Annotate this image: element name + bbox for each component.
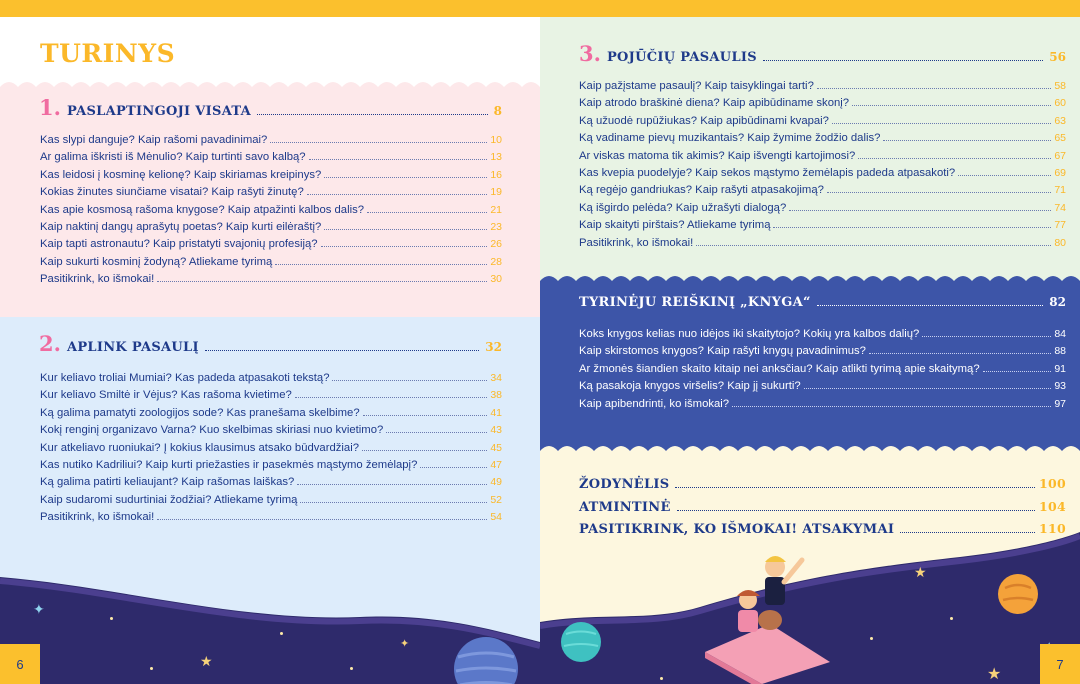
scallop-edge <box>540 443 1080 455</box>
toc-entry-text: Kur atkeliavo ruoniukai? Į kokius klausimus atsako būdvardžiai? <box>40 441 359 454</box>
leader-dots <box>324 229 487 230</box>
section-1-heading[interactable] <box>39 95 502 120</box>
toc-entry-text: Kaip sukurti kosminį žodyną? Atliekame tyrimą <box>40 255 273 268</box>
section-title: POJŪČIŲ PASAULIS <box>606 50 757 65</box>
toc-entry-page: 38 <box>490 389 502 402</box>
leader-dots <box>696 245 1051 246</box>
leader-dots <box>257 114 488 115</box>
leader-dots <box>205 350 479 351</box>
toc-entry-page: 47 <box>490 458 502 471</box>
toc-entry-page: 49 <box>490 476 502 489</box>
leader-dots <box>307 194 488 195</box>
toc-entry-text: Kur keliavo troliai Mumiai? Kas padeda atpasakoti tekstą? <box>40 372 330 384</box>
section-page: 56 <box>1049 50 1066 64</box>
star-icon: ★ <box>987 666 1002 683</box>
toc-entry-text: Kokias žinutes siunčiame visatai? Kaip rašyti žinutę? <box>40 186 304 199</box>
star-dot <box>950 617 953 620</box>
end-entry-title: ŽODYNĖLIS <box>579 477 670 492</box>
section-4-panel <box>540 273 1080 443</box>
toc-entry-page: 67 <box>1054 149 1066 162</box>
toc-entry[interactable] <box>579 167 1066 184</box>
toc-entry-text: Kaip tapti astronautu? Kaip pristatyti svajonių profesiją? <box>40 238 318 251</box>
section-3-list <box>579 80 1066 254</box>
toc-entry-text: Ar viskas matoma tik akimis? Kaip išvengti kartojimosi? <box>579 149 856 162</box>
toc-entry-text: Ar galima iškristi iš Mėnulio? Kaip turtinti savo kalbą? <box>40 151 306 164</box>
section-number: 1. <box>39 95 61 120</box>
section-number: 2. <box>39 331 61 356</box>
space-illustration-right <box>540 512 1080 684</box>
toc-entry-page: 65 <box>1054 132 1066 145</box>
leader-dots <box>732 406 1051 407</box>
top-color-bar <box>0 0 1080 17</box>
toc-entry[interactable] <box>579 328 1066 345</box>
star-dot <box>870 637 873 640</box>
toc-entry-text: Kaip naktinį dangų aprašytų poetas? Kaip kurti eilėraštį? <box>40 220 322 233</box>
toc-entry-page: 93 <box>1054 380 1066 393</box>
toc-entry-text: Kas kvepia puodelyje? Kaip sekos mąstymo žemėlapis padeda atpasakoti? <box>579 166 956 179</box>
toc-entry-page: 45 <box>490 441 502 454</box>
toc-entry-page: 41 <box>490 406 502 419</box>
toc-entry[interactable] <box>40 372 502 389</box>
leader-dots <box>773 227 1051 228</box>
scallop-edge <box>540 273 1080 285</box>
leader-dots <box>852 105 1051 106</box>
toc-entry[interactable] <box>40 151 502 168</box>
section-2-heading[interactable] <box>39 331 502 356</box>
star-dot <box>150 667 153 670</box>
star-dot <box>350 667 353 670</box>
section-page: 82 <box>1049 295 1066 309</box>
toc-entry[interactable] <box>579 97 1066 114</box>
toc-entry[interactable] <box>40 273 502 290</box>
leader-dots <box>367 212 487 213</box>
toc-entry[interactable] <box>40 238 502 255</box>
toc-entry-page: 63 <box>1054 114 1066 127</box>
toc-entry[interactable] <box>40 442 502 459</box>
section-title: PASLAPTINGOJI VISATA <box>66 104 252 119</box>
toc-entry-page: 10 <box>490 134 502 146</box>
toc-entry-text: Ką vadiname pievų muzikantais? Kaip žymime žodžio dalis? <box>579 132 881 145</box>
toc-entry-text: Kas apie kosmosą rašoma knygose? Kaip atpažinti kalbos dalis? <box>40 203 365 216</box>
end-entry-page: 100 <box>1039 476 1066 491</box>
space-illustration-left <box>0 547 540 684</box>
leader-dots <box>362 450 487 451</box>
toc-entry-page: 23 <box>490 220 502 233</box>
toc-entry-page: 13 <box>490 151 502 164</box>
end-entry-title: ATMINTINĖ <box>579 499 671 515</box>
toc-entry[interactable] <box>40 511 502 528</box>
toc-entry-page: 77 <box>1054 219 1066 232</box>
leader-dots <box>157 519 487 520</box>
toc-entry-page: 43 <box>490 424 502 437</box>
section-title: APLINK PASAULĮ <box>66 340 199 355</box>
toc-entry-text: Kaip atrodo braškinė diena? Kaip apibūdiname skonį? <box>579 97 850 110</box>
toc-entry-text: Ką regėjo gandriukas? Kaip rašyti atpasakojimą? <box>579 184 824 197</box>
toc-entry-page: 91 <box>1054 362 1066 375</box>
toc-entry[interactable] <box>40 169 502 186</box>
toc-entry-page: 34 <box>490 372 502 384</box>
toc-entry[interactable] <box>40 494 502 511</box>
toc-entry[interactable] <box>579 184 1066 201</box>
section-4-heading[interactable] <box>579 295 1066 310</box>
toc-entry-page: 69 <box>1054 166 1066 179</box>
right-page <box>540 17 1080 684</box>
toc-entry[interactable] <box>40 389 502 406</box>
toc-entry[interactable] <box>579 150 1066 167</box>
toc-entry[interactable] <box>40 424 502 441</box>
toc-entry-text: Kaip sudaromi sudurtiniai žodžiai? Atliekame tyrimą <box>40 493 298 506</box>
toc-entry[interactable] <box>40 459 502 476</box>
toc-entry-text: Ar žmonės šiandien skaito kitaip nei anksčiau? Kaip atlikti tyrimą apie skaitymą? <box>579 362 980 375</box>
leader-dots <box>922 336 1051 337</box>
toc-entry-text: Ką išgirdo pelėda? Kaip užrašyti dialogą? <box>579 201 787 214</box>
leader-dots <box>763 60 1043 61</box>
toc-entry-page: 88 <box>1054 345 1066 358</box>
leader-dots <box>275 264 487 265</box>
toc-entry-page: 26 <box>490 238 502 251</box>
end-entry-title: PASITIKRINK, KO IŠMOKAI! ATSAKYMAI <box>579 522 895 537</box>
section-3-panel <box>540 17 1080 273</box>
toc-entry[interactable] <box>579 237 1066 254</box>
star-icon: ✦ <box>400 638 410 650</box>
toc-entry-text: Kaip skaityti pirštais? Atliekame tyrimą <box>579 219 771 232</box>
section-title: TYRINĖJU REIŠKINĮ „KNYGA“ <box>579 295 811 310</box>
toc-entry-text: Ką galima patirti keliaujant? Kaip rašomas laiškas? <box>40 476 295 489</box>
toc-entry-text: Kaip pažįstame pasaulį? Kaip taisyklingai tarti? <box>579 80 814 92</box>
leader-dots <box>324 177 487 178</box>
toc-entry-page: 58 <box>1054 80 1066 92</box>
title-area <box>0 17 540 79</box>
toc-entry[interactable] <box>579 398 1066 415</box>
scallop-edge <box>0 79 540 91</box>
star-icon: ★ <box>914 564 927 580</box>
leader-dots <box>157 281 487 282</box>
toc-entry-page: 71 <box>1054 184 1066 197</box>
left-page <box>0 17 540 684</box>
toc-entry[interactable] <box>579 115 1066 132</box>
toc-entry-text: Ką galima pamatyti zoologijos sode? Kas pranešama skelbime? <box>40 406 360 419</box>
leader-dots <box>300 502 487 503</box>
section-page: 32 <box>485 340 502 354</box>
toc-entry-text: Kokį renginį organizavo Varna? Kuo skelbimas skiriasi nuo kvietimo? <box>40 424 384 437</box>
page-title: TURINYS <box>40 39 176 68</box>
toc-entry-text: Kaip apibendrinti, ko išmokai? <box>579 397 730 410</box>
star-icon: ✦ <box>33 601 45 617</box>
leader-dots <box>386 432 487 433</box>
section-1-list <box>40 134 502 291</box>
toc-entry-text: Koks knygos kelias nuo idėjos iki skaitytojo? Kokių yra kalbos dalių? <box>579 328 920 340</box>
toc-entry-page: 21 <box>490 203 502 216</box>
leader-dots <box>858 158 1051 159</box>
toc-entry-text: Kur keliavo Smiltė ir Vėjus? Kas rašoma kvietime? <box>40 389 292 402</box>
leader-dots <box>983 371 1052 372</box>
toc-entry-text: Pasitikrink, ko išmokai! <box>579 236 694 249</box>
leader-dots <box>817 88 1051 89</box>
toc-entry[interactable] <box>40 134 502 151</box>
toc-entry[interactable] <box>579 363 1066 380</box>
leader-dots <box>270 142 487 143</box>
toc-entry[interactable] <box>579 380 1066 397</box>
teal-planet-icon <box>561 622 601 662</box>
leader-dots <box>675 487 1035 488</box>
toc-entry[interactable] <box>579 132 1066 149</box>
toc-entry-text: Ką pasakoja knygos viršelis? Kaip jį sukurti? <box>579 380 801 393</box>
section-page: 8 <box>493 104 502 118</box>
left-page-number: 6 <box>0 644 40 684</box>
star-dot <box>280 632 283 635</box>
section-3-heading[interactable] <box>579 41 1066 66</box>
leader-dots <box>832 123 1051 124</box>
end-entry-page: 110 <box>1039 521 1066 536</box>
leader-dots <box>297 484 487 485</box>
leader-dots <box>883 140 1051 141</box>
toc-entry-page: 80 <box>1054 236 1066 249</box>
toc-entry[interactable] <box>40 204 502 221</box>
end-entry-page: 104 <box>1039 498 1066 514</box>
leader-dots <box>332 380 487 381</box>
toc-entry[interactable] <box>579 80 1066 97</box>
toc-entry-text: Kas nutiko Kadriliui? Kaip kurti priežasties ir pasekmės mąstymo žemėlapį? <box>40 458 418 471</box>
leader-dots <box>869 353 1051 354</box>
section-1-panel <box>0 79 540 317</box>
star-dot <box>110 617 113 620</box>
toc-entry-text: Pasitikrink, ko išmokai! <box>40 273 155 286</box>
leader-dots <box>363 415 488 416</box>
leader-dots <box>309 159 488 160</box>
right-page-number: 7 <box>1040 644 1080 684</box>
section-2-list <box>40 372 502 529</box>
leader-dots <box>321 246 488 247</box>
orange-planet-icon <box>998 574 1038 614</box>
toc-entry-page: 52 <box>490 493 502 506</box>
toc-entry[interactable] <box>579 345 1066 362</box>
toc-entry-page: 30 <box>490 273 502 286</box>
toc-entry-page: 97 <box>1054 397 1066 410</box>
toc-entry-text: Kaip skirstomos knygos? Kaip rašyti knygų pavadinimus? <box>579 345 866 358</box>
toc-entry[interactable] <box>40 476 502 493</box>
leader-dots <box>789 210 1051 211</box>
toc-entry[interactable] <box>40 186 502 203</box>
leader-dots <box>420 467 487 468</box>
leader-dots <box>804 388 1052 389</box>
toc-entry-page: 28 <box>490 255 502 268</box>
end-entry[interactable] <box>579 476 1066 498</box>
toc-entry-page: 19 <box>490 186 502 199</box>
star-icon: ★ <box>200 653 213 669</box>
toc-entry-page: 16 <box>490 168 502 181</box>
toc-entry-page: 60 <box>1054 97 1066 110</box>
leader-dots <box>817 305 1043 306</box>
toc-entry-text: Kas slypi danguje? Kaip rašomi pavadinimai? <box>40 134 268 146</box>
toc-entry[interactable] <box>40 256 502 273</box>
leader-dots <box>677 510 1035 511</box>
leader-dots <box>295 397 488 398</box>
star-dot <box>660 677 663 680</box>
toc-entry[interactable] <box>40 407 502 424</box>
leader-dots <box>958 175 1051 176</box>
section-number: 3. <box>579 41 601 66</box>
toc-entry-page: 74 <box>1054 201 1066 214</box>
section-4-list <box>579 328 1066 415</box>
toc-entry[interactable] <box>40 221 502 238</box>
toc-entry-page: 84 <box>1054 328 1066 340</box>
toc-entry-text: Kas leidosi į kosminę kelionę? Kaip skiriamas kreipinys? <box>40 168 322 181</box>
toc-entry[interactable] <box>579 219 1066 236</box>
toc-entry-text: Ką užuodė rupūžiukas? Kaip apibūdinami kvapai? <box>579 114 829 127</box>
toc-entry[interactable] <box>579 202 1066 219</box>
toc-entry-text: Pasitikrink, ko išmokai! <box>40 511 155 524</box>
toc-entry-page: 54 <box>490 511 502 524</box>
leader-dots <box>827 192 1051 193</box>
